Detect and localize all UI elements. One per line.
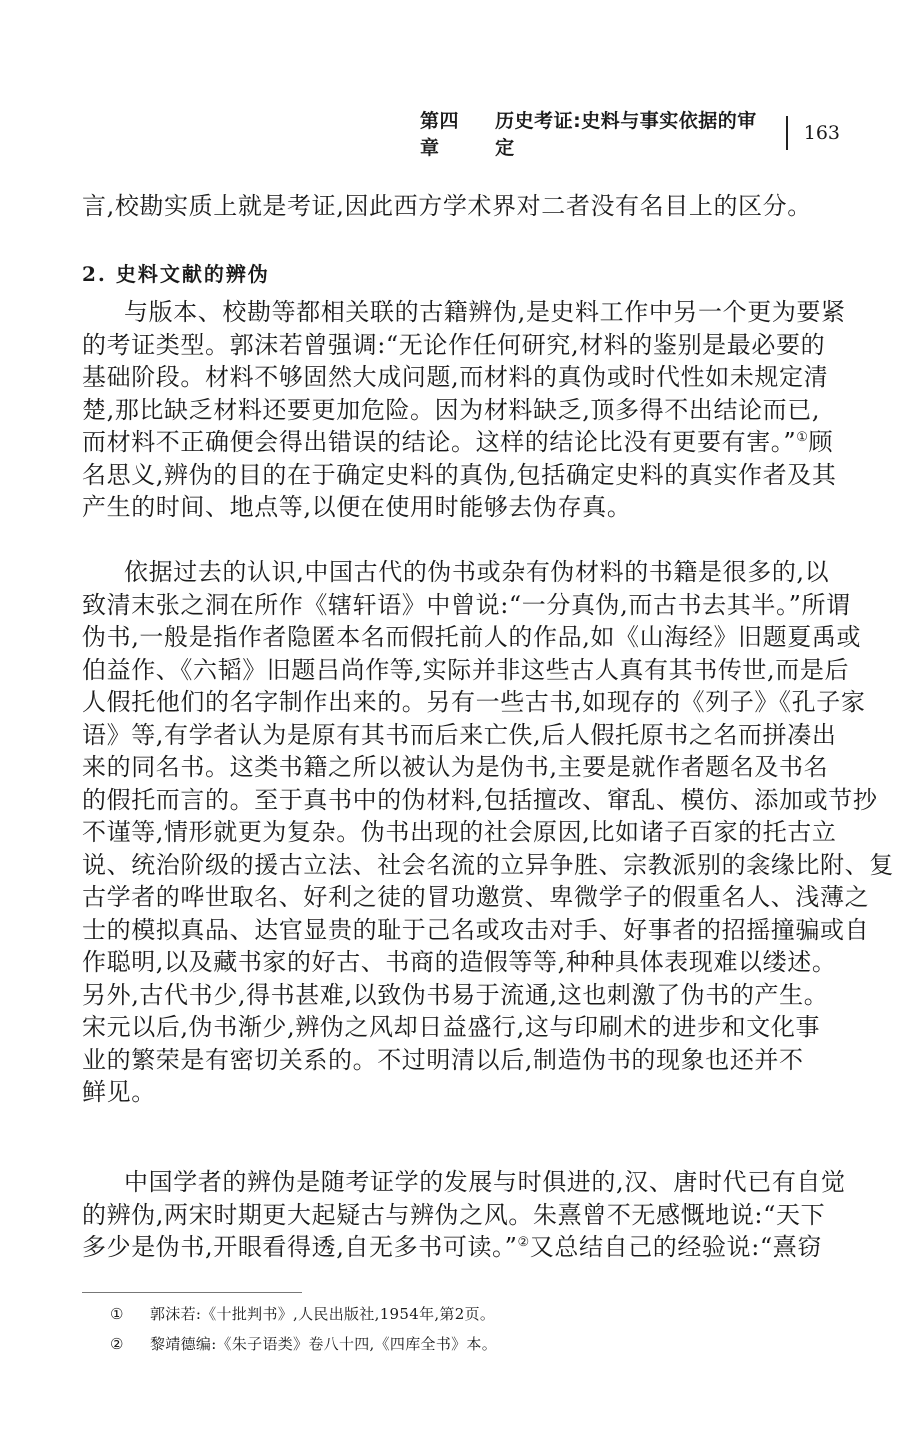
- text-line: 的辨伪,两宋时期更大起疑古与辨伪之风。朱熹曾不无感慨地说:“天下: [82, 1200, 826, 1229]
- text-line: 不谨等,情形就更为复杂。伪书出现的社会原因,比如诸子百家的托古立: [82, 818, 837, 846]
- text-line: 的假托而言的。至于真书中的伪材料,包括擅改、窜乱、模仿、添加或节抄: [82, 785, 878, 814]
- text-line: 伪书,一般是指作者隐匿本名而假托前人的作品,如《山海经》旧题夏禹或: [82, 623, 862, 651]
- paragraph-3: [82, 1166, 846, 1264]
- text-line: 说、统治阶级的援古立法、社会名流的立异争胜、宗教派别的衾缘比附、复: [82, 850, 894, 879]
- paragraph-2: [82, 556, 894, 1109]
- text-line: 语》等,有学者认为是原有其书而后来亡佚,后人假托原书之名而拼凑出: [82, 720, 837, 749]
- text-line: 来的同名书。这类书籍之所以被认为是伪书,主要是就作者题名及书名: [82, 753, 829, 781]
- text-line: 多少是伪书,开眼看得透,自无多书可读。”②又总结自己的经验说:“熹窃: [82, 1233, 822, 1261]
- text-line: 依据过去的认识,中国古代的伪书或杂有伪材料的书籍是很多的,以: [124, 558, 830, 586]
- text-line: 中国学者的辨伪是随考证学的发展与时俱进的,汉、唐时代已有自觉: [124, 1168, 846, 1196]
- chapter-title: 历史考证:史料与事实依据的审定: [495, 110, 757, 159]
- header-divider: [786, 116, 788, 150]
- text-line: 基础阶段。材料不够固然大成问题,而材料的真伪或时代性如未规定清: [82, 363, 829, 391]
- footnote-ref-1[interactable]: ①: [796, 430, 809, 445]
- footnote-2: [110, 1333, 497, 1354]
- footnote-mark: ②: [110, 1335, 124, 1353]
- footnote-1: [110, 1303, 495, 1324]
- page-number: 163: [803, 122, 840, 144]
- footnote-text: 黎靖德编:《朱子语类》卷八十四,《四库全书》本。: [150, 1335, 498, 1353]
- footnote-ref-2[interactable]: ②: [517, 1235, 530, 1250]
- text-line: 产生的时间、地点等,以便在使用时能够去伪存真。: [82, 493, 632, 521]
- text-line: 名思义,辨伪的目的在于确定史料的真伪,包括确定史料的真实作者及其: [82, 460, 837, 489]
- text-line: 业的繁荣是有密切关系的。不过明清以后,制造伪书的现象也还并不: [82, 1045, 804, 1074]
- paragraph-1: [82, 296, 846, 524]
- text-line: 古学者的哗世取名、好利之徒的冒功邀赏、卑微学子的假重名人、浅薄之: [82, 883, 870, 911]
- carry-over-line: 言,校勘实质上就是考证,因此西方学术界对二者没有名目上的区分。: [82, 192, 812, 220]
- text-line: 另外,古代书少,得书甚难,以致伪书易于流通,这也刺激了伪书的产生。: [82, 980, 829, 1009]
- footnote-divider: [82, 1292, 302, 1293]
- text-line: 的考证类型。郭沫若曾强调:“无论作任何研究,材料的鉴别是最必要的: [82, 330, 826, 359]
- text-line: 而材料不正确便会得出错误的结论。这样的结论比没有更要有害。”①顾: [82, 428, 834, 456]
- text-line: 人假托他们的名字制作出来的。另有一些古书,如现存的《列子》《孔子家: [82, 688, 866, 716]
- chapter-label: 第四章: [420, 110, 460, 159]
- text-line: 士的模拟真品、达官显贵的耻于己名或攻击对手、好事者的招摇撞骗或自: [82, 915, 870, 944]
- footnote-mark: ①: [110, 1305, 124, 1323]
- text-line: 致清末张之洞在所作《辖轩语》中曾说:“一分真伪,而古书去其半。”所谓: [82, 590, 851, 619]
- text-line: 宋元以后,伪书渐少,辨伪之风却日益盛行,这与印刷术的进步和文化事: [82, 1013, 821, 1041]
- running-head: [420, 110, 840, 159]
- text-line: 伯益作、《六韬》旧题吕尚作等,实际并非这些古人真有其书传世,而是后: [82, 655, 850, 684]
- text-line: 楚,那比缺乏材料还要更加危险。因为材料缺乏,顶多得不出结论而已,: [82, 395, 821, 424]
- text-line: 鲜见。: [82, 1078, 156, 1106]
- footnote-text: 郭沫若:《十批判书》,人民出版社,1954年,第2页。: [150, 1305, 496, 1323]
- text-line: 作聪明,以及藏书家的好古、书商的造假等等,种种具体表现难以缕述。: [82, 948, 837, 976]
- section-subheading: 2. 史料文献的辨伪: [82, 262, 270, 286]
- text-line: 与版本、校勘等都相关联的古籍辨伪,是史料工作中另一个更为要紧: [124, 298, 846, 326]
